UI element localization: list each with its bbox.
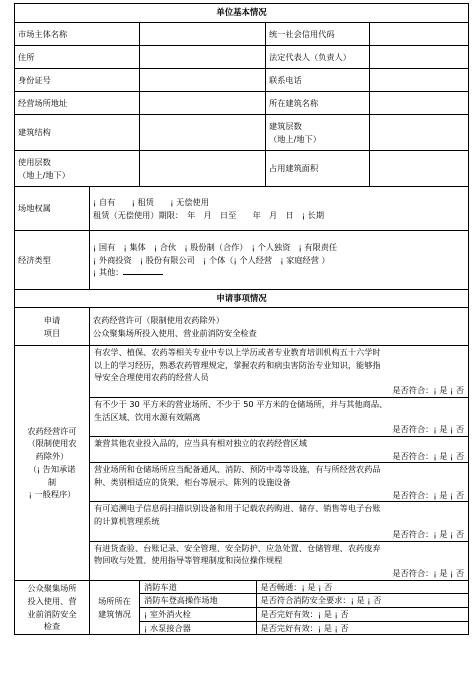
field-credit-code[interactable] xyxy=(370,23,469,46)
requirement-facilities xyxy=(90,463,468,502)
fire-check-table xyxy=(140,581,468,635)
apply-item-fire-check[interactable]: 公众聚集场所投入使用、营业前消防安全检查 xyxy=(93,327,257,338)
ownership-options[interactable] xyxy=(90,187,469,231)
requirement-traceability xyxy=(90,502,468,541)
section-title-application: 申请事项情况 xyxy=(15,290,469,308)
pest-label-3: 药除外） xyxy=(35,451,69,462)
label-business-address: 经营场所地址 xyxy=(15,92,140,115)
econ-other-label: ¡ 其他： xyxy=(93,267,124,278)
pest-label-2: （限制使用农 xyxy=(27,438,77,449)
req5-check[interactable]: 是否符合：¡ 是 ¡ 否 xyxy=(392,528,465,539)
label-economic-type: 经济类型 xyxy=(15,231,90,290)
fire-item-check[interactable]: 是否完好有效：¡ 是 ¡ 否 xyxy=(260,622,349,633)
req5-line-b: 的计算机管理系统 xyxy=(94,516,160,527)
ownership-line-1[interactable]: ¡ 自有 ¡ 租赁 ¡ 无偿使用 xyxy=(93,196,209,207)
fire-sub-label-1: 场所所在 xyxy=(98,595,131,606)
req2-check[interactable]: 是否符合：¡ 是 ¡ 否 xyxy=(392,424,465,435)
apply-item-pesticide[interactable]: 农药经营许可（限制使用农药除外） xyxy=(93,314,225,325)
req1-line-a: 有农学、植保、农药等相关专业中专以上学历或者专业教育培训机构五十六学时 xyxy=(94,347,381,357)
label-phone: 联系电话 xyxy=(266,69,370,92)
label-building-floors xyxy=(266,115,370,151)
label-pesticide-license xyxy=(15,346,90,581)
label-legal-rep: 法定代表人（负责人） xyxy=(266,46,370,69)
label-fire-safety-check xyxy=(15,580,90,635)
ownership-line-2[interactable]: 租赁（无偿使用）期限： 年 月 日至 年 月 日 ¡ 长期 xyxy=(93,209,325,220)
pest-label-6[interactable]: ¡ 一般程序） xyxy=(28,489,76,500)
requirement-personnel xyxy=(90,346,468,397)
apply-items xyxy=(90,308,469,346)
fire-item-name: 消防车道 xyxy=(140,581,256,594)
label-used-floors-text: 使用层数 xyxy=(18,156,51,167)
req4-line-a: 营业场所和仓储场所应当配备通风、消防、预防中毒等设施，有与所经营农药品 xyxy=(94,464,381,475)
label-used-floors-sub: （地上/地下） xyxy=(18,169,70,180)
label-id-number: 身份证号 xyxy=(15,69,140,92)
field-phone[interactable] xyxy=(370,69,469,92)
pesticide-requirements-table xyxy=(90,346,468,580)
fire-row xyxy=(140,621,468,634)
req4-line-b: 种、类别相适应的货架、柜台等展示、陈列的设施设备 xyxy=(94,477,291,488)
req6-line-a: 有进货查验、台账记录、安全管理、安全防护、应急处置、仓储管理、农药废弃 xyxy=(94,542,381,553)
field-building-area[interactable] xyxy=(370,151,469,187)
application-form xyxy=(14,3,469,635)
fire-label-3: 业前消防安全 xyxy=(27,608,77,619)
req6-line-b: 物回收与处置、使用指导等管理制度和岗位操作规程 xyxy=(94,555,283,566)
req2-line-b: 生活区域、饮用水源有效隔离 xyxy=(94,411,201,422)
fire-check-items xyxy=(140,580,469,635)
label-building-floors-text: 建筑层数 xyxy=(269,120,302,131)
field-id-number[interactable] xyxy=(140,69,266,92)
req1-line-b: 以上的学习经历，熟悉农药管理规定，掌握农药和病虫害防治专业知识，能够指 xyxy=(94,359,381,370)
label-domicile: 住所 xyxy=(15,46,140,69)
field-building-structure[interactable] xyxy=(140,115,266,151)
fire-row xyxy=(140,608,468,622)
fire-row xyxy=(140,594,468,608)
economic-type-options[interactable] xyxy=(90,231,469,290)
field-domicile[interactable] xyxy=(140,46,266,69)
field-business-address[interactable] xyxy=(140,92,266,115)
label-ownership: 场地权属 xyxy=(15,187,90,231)
fire-item-check[interactable]: 是否畅通：¡ 是 ¡ 否 xyxy=(256,581,468,594)
field-building-name[interactable] xyxy=(370,92,469,115)
fire-item-name: 消防车登高操作场地 xyxy=(140,594,256,608)
fire-item-check[interactable]: 是否符合消防安全要求：¡ 是 ¡ 否 xyxy=(256,594,468,608)
req1-line-c: 导安全合理使用农药的经营人员 xyxy=(94,372,209,383)
label-building-floors-sub: （地上/地下） xyxy=(269,133,321,144)
econ-line-1[interactable]: ¡ 国有 ¡ 集体 ¡ 合伙 ¡ 股份制（合作） ¡ 个人独资 ¡ 有限责任 xyxy=(93,241,338,252)
econ-line-2[interactable]: ¡ 外商投资 ¡ 股份有限公司 ¡ 个体（¡ 个人经营 ¡ 家庭经营 ） xyxy=(93,254,330,265)
econ-other-blank[interactable] xyxy=(123,274,163,275)
fire-item-name[interactable]: ¡ 水泵接合器 xyxy=(140,621,256,634)
req1-check[interactable]: 是否符合：¡ 是 ¡ 否 xyxy=(392,385,465,396)
fire-label-1: 公众聚集场所 xyxy=(27,583,77,594)
requirement-management xyxy=(90,541,468,580)
req3-line-a: 兼营其他农业投入品的，应当具有相对独立的农药经营区域 xyxy=(94,437,307,448)
label-used-floors xyxy=(15,151,140,187)
requirement-premises xyxy=(90,397,468,436)
econ-line-3[interactable] xyxy=(93,266,465,279)
label-credit-code: 统一社会信用代码 xyxy=(266,23,370,46)
fire-item-check[interactable]: 是否完好有效：¡ 是 ¡ 否 xyxy=(256,608,468,622)
req5-line-a: 有可追溯电子信息码扫描识别设备和用于记载农药购进、储存、销售等电子台账 xyxy=(94,503,381,514)
label-apply-line-2: 项目 xyxy=(43,327,61,338)
label-building-structure: 建筑结构 xyxy=(15,115,140,151)
label-apply-line-1: 申请 xyxy=(43,314,61,325)
requirement-separate-area xyxy=(90,436,468,462)
fire-label-4: 检查 xyxy=(43,621,61,632)
section-title-basic-info: 单位基本情况 xyxy=(15,4,469,23)
req3-check[interactable]: 是否符合：¡ 是 ¡ 否 xyxy=(392,450,465,461)
req6-check[interactable]: 是否符合：¡ 是 ¡ 否 xyxy=(392,567,465,578)
fire-item-name[interactable]: ¡ 室外消火栓 xyxy=(140,608,256,622)
fire-label-2: 投入使用、营 xyxy=(27,595,77,606)
pest-label-4[interactable]: （¡ 告知承诺 xyxy=(28,463,76,474)
pest-label-5: 制 xyxy=(47,476,57,487)
field-legal-rep[interactable] xyxy=(370,46,469,69)
field-market-subject-name[interactable] xyxy=(140,23,266,46)
fire-row xyxy=(140,581,468,594)
pesticide-requirements xyxy=(90,346,469,581)
label-building-situation xyxy=(90,580,140,635)
label-apply-item xyxy=(15,308,90,346)
label-market-subject-name: 市场主体名称 xyxy=(15,23,140,46)
req2-line-a: 有不少于 30 平方米的营业场所、不少于 50 平方米的仓储场所，并与其他商品、 xyxy=(94,398,388,409)
req4-check[interactable]: 是否符合：¡ 是 ¡ 否 xyxy=(392,489,465,500)
label-building-area: 占用建筑面积 xyxy=(266,151,370,187)
fire-sub-label-2: 建筑情况 xyxy=(98,608,131,619)
label-building-name: 所在建筑名称 xyxy=(266,92,370,115)
pest-label-1: 农药经营许可 xyxy=(27,425,77,436)
field-used-floors[interactable] xyxy=(140,151,266,187)
field-building-floors[interactable] xyxy=(370,115,469,151)
